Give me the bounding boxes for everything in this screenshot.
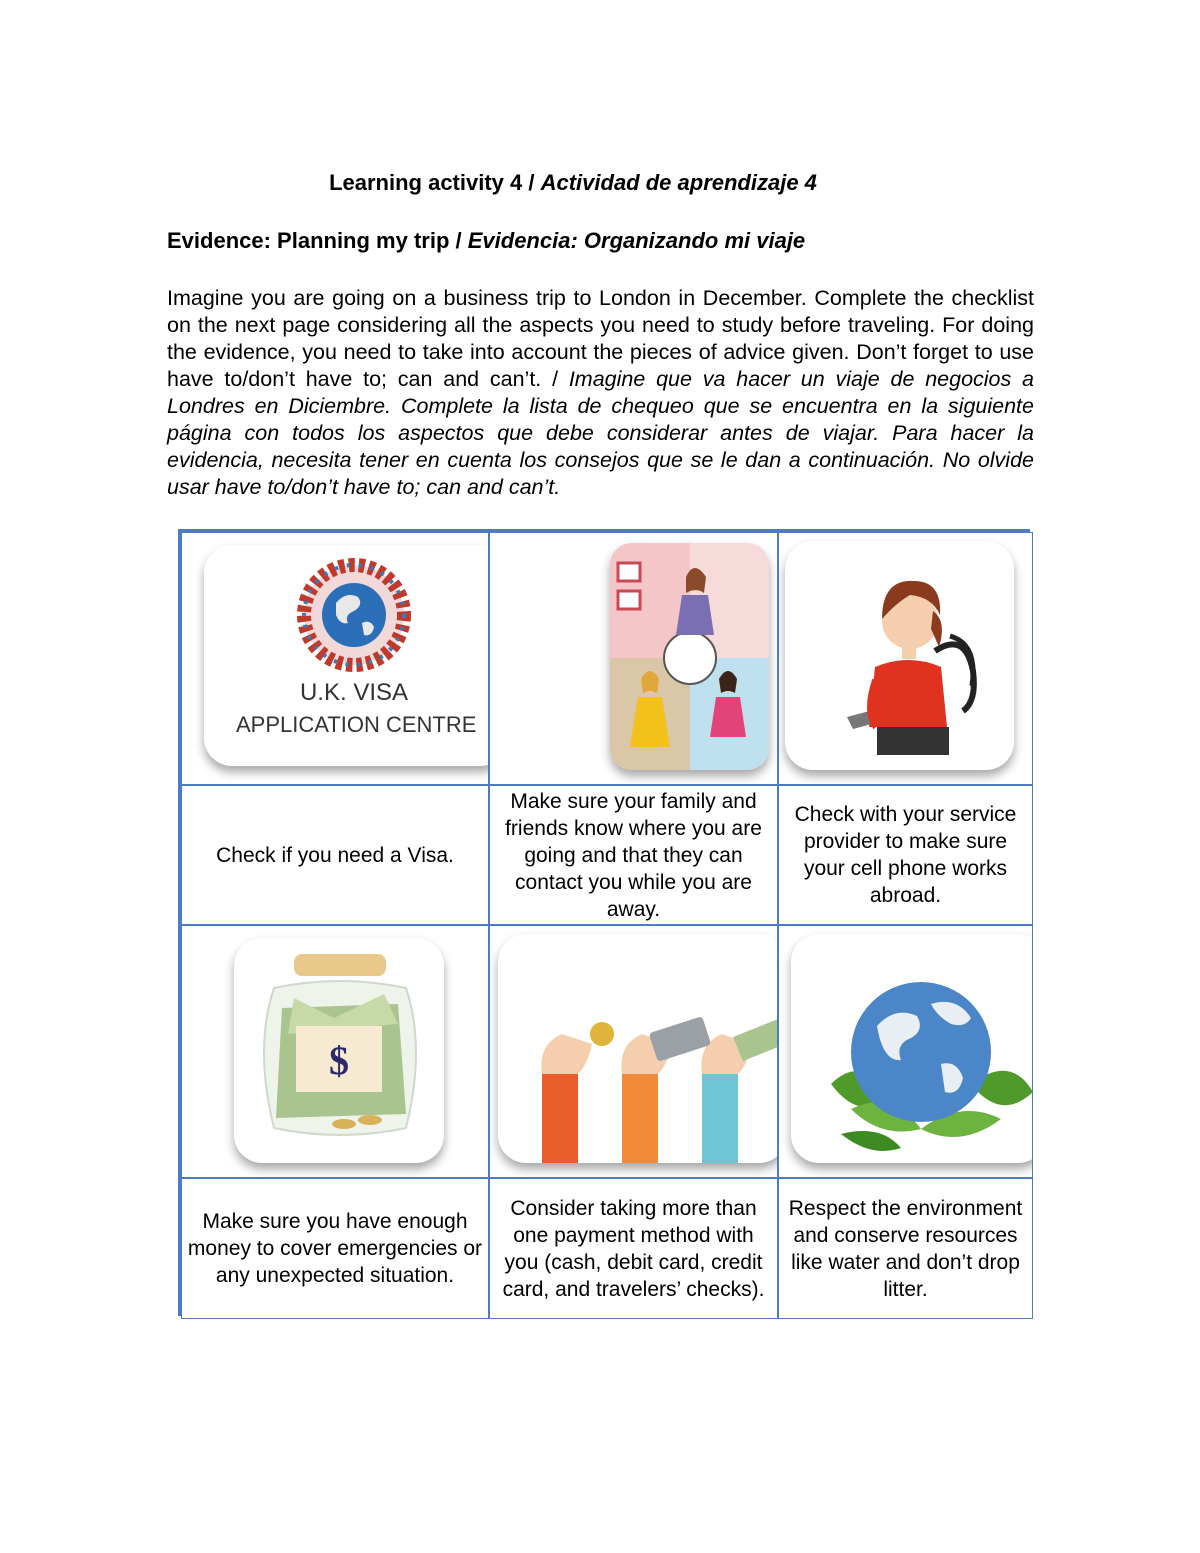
checklist-item-phone: Check with your service provider to make sure your cell phone works abroad. [778,785,1033,925]
intro-paragraph [167,285,1034,501]
subtitle-spanish: Evidencia: Organizando mi viaje [467,228,806,253]
visa-image-cell [181,532,489,785]
woman-with-phone-image [785,541,1014,770]
checklist-item-payment: Consider taking more than one payment method with you (cash, debit card, credit card, and travelers’ checks). [489,1178,778,1319]
visa-logo-line2: APPLICATION CENTRE [236,712,477,737]
friends-collage-image [610,543,769,770]
globe-icon [322,583,386,647]
money-jar-image [234,938,444,1163]
intro-english: Imagine you are going on a business trip to London in December. Complete the checklist on the next page considering all the aspects you need to study before traveling. For doing the evidence, you need to take into account the pieces of advice given. Don’t forget to use have to/don’t have to; can and can’t. / [167,286,1034,391]
coin-icon [590,1022,614,1046]
payment-methods-image [498,934,778,1163]
subtitle-english: Evidence: Planning my trip / [167,228,468,253]
intro-spanish: Imagine que va hacer un viaje de negocios a Londres en Diciembre. Complete la lista de chequeo que se encuentra en la siguiente página con todos los aspectos que debe considerar antes de viajar. Para hacer la evidencia, necesita tener en cuenta los consejos que se le dan a continuación. No olvide usar have to/don’t have to; can and can’t. [167,367,1034,499]
checklist-item-environment: Respect the environment and conserve resources like water and don’t drop litter. [778,1178,1033,1319]
dollar-sign-icon: $ [329,1038,349,1083]
credit-card-icon [649,1016,712,1062]
checklist-item-visa: Check if you need a Visa. [181,785,489,925]
visa-centre-logo [204,545,489,766]
page-title [0,170,1146,196]
environment-image-cell [778,925,1033,1178]
phone-image-cell [778,532,1033,785]
evidence-subtitle [167,228,805,254]
title-english: Learning activity 4 / [329,170,541,195]
green-globe-image [791,934,1033,1163]
money-image-cell [181,925,489,1178]
payment-image-cell [489,925,778,1178]
checklist-item-family: Make sure your family and friends know where you are going and that they can contact you while you are away. [489,785,778,925]
earth-globe-icon [851,982,991,1122]
family-image-cell [489,532,778,785]
title-spanish: Actividad de aprendizaje 4 [540,170,817,195]
checklist-item-money: Make sure you have enough money to cover emergencies or any unexpected situation. [181,1178,489,1319]
checklist-grid [178,529,1030,1316]
visa-logo-line1: U.K. VISA [299,679,409,706]
